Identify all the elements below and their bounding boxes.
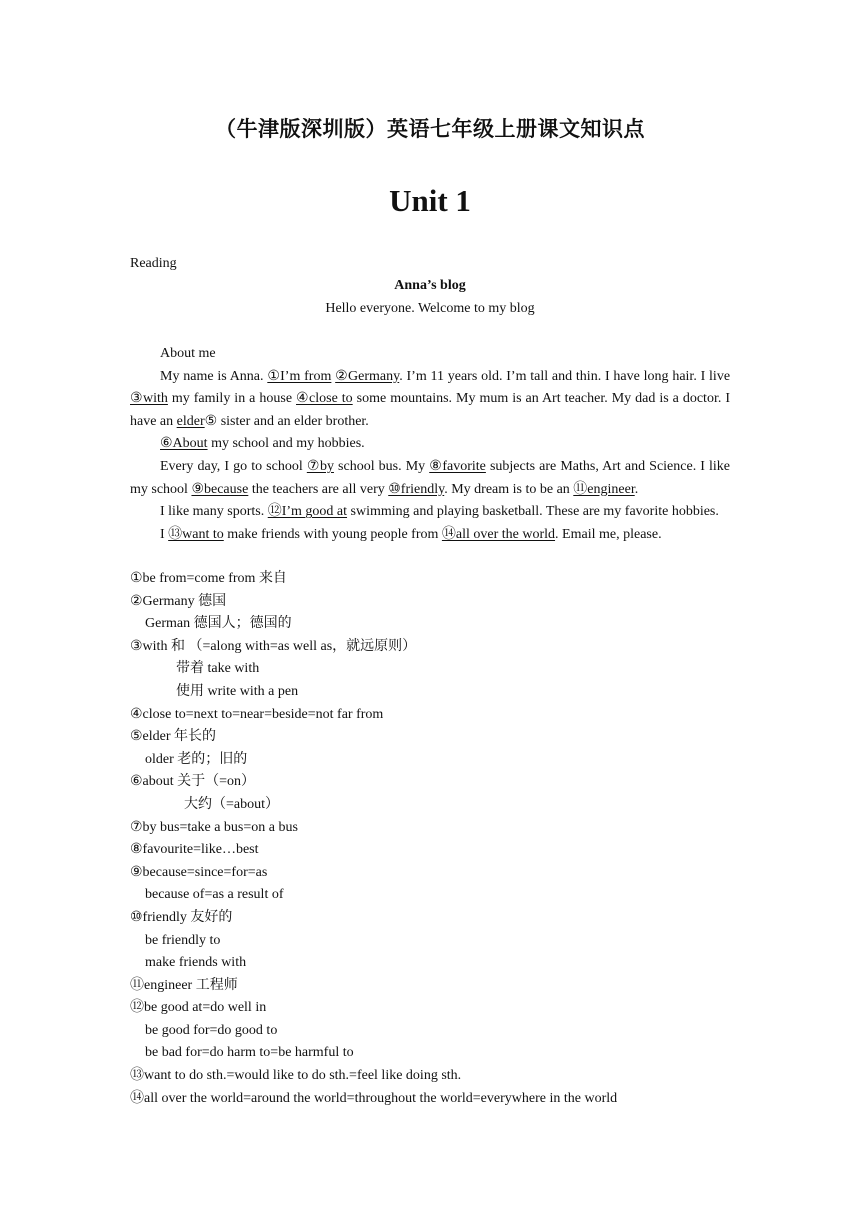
text-run: . I’m 11 years old. I’m tall and thin. I have long hair. I live xyxy=(399,368,731,384)
underlined-phrase: ⑨because xyxy=(191,481,249,497)
text-run: . My dream is to be an xyxy=(444,481,574,497)
note-line: 使用 write with a pen xyxy=(176,683,299,699)
note-line: ⑧favourite=like…best xyxy=(130,842,259,858)
note-line: 大约（=about） xyxy=(184,796,279,812)
underlined-phrase: ③with xyxy=(130,391,168,407)
underlined-phrase: ⑬want to xyxy=(168,526,224,542)
text-run: subjects are Maths, Art and Science. I like my school xyxy=(130,458,730,497)
underlined-phrase: ⑪engineer xyxy=(573,481,635,497)
note-line: ④close to=next to=near=beside=not far from xyxy=(130,706,384,722)
blog-heading: About me xyxy=(160,346,216,361)
paragraph-4 xyxy=(130,501,730,524)
underlined-phrase: ⑭all over the world xyxy=(441,526,556,542)
paragraph-3 xyxy=(130,456,730,501)
text-run: make friends with young people from xyxy=(223,526,442,542)
note-line: ⑨because=since=for=as xyxy=(130,864,268,880)
underlined-phrase: elder xyxy=(176,413,205,429)
note-line: ⑪engineer 工程师 xyxy=(130,977,238,993)
paragraph-5 xyxy=(130,524,730,547)
blog-title: Anna’s blog xyxy=(394,278,466,293)
note-line: be good for=do good to xyxy=(145,1022,278,1038)
note-line: ⑭all over the world=around the world=throughout the world=everywhere in the world xyxy=(130,1090,618,1106)
note-line: ⑩friendly 友好的 xyxy=(130,909,233,925)
text-run: my family in a house xyxy=(167,391,297,407)
underlined-phrase: ⑦by xyxy=(306,458,334,474)
text-run: some mountains. My mum is an Art teacher. My dad is a doctor. I have an xyxy=(130,391,730,429)
note-line: ⑬want to do sth.=would like to do sth.=feel like doing sth. xyxy=(130,1068,462,1084)
underlined-phrase: ⑧favorite xyxy=(429,458,486,474)
note-line: ③with 和 （=along with=as well as，就远原则） xyxy=(130,638,417,654)
note-line: ⑦by bus=take a bus=on a bus xyxy=(130,819,298,835)
text-run: school bus. My xyxy=(333,458,430,474)
underlined-phrase: ⑫I’m good at xyxy=(267,504,348,520)
note-line: 带着 take with xyxy=(176,661,260,677)
text-run: I like many sports. xyxy=(160,504,268,520)
text-run: swimming and playing basketball. These are my favorite hobbies. xyxy=(347,504,719,520)
underlined-phrase: ⑥About xyxy=(160,436,208,452)
note-line: be friendly to xyxy=(145,932,221,948)
blog-subtitle: Hello everyone. Welcome to my blog xyxy=(325,301,535,316)
text-run: . Email me, please. xyxy=(555,526,662,542)
document-title: （牛津版深圳版）英语七年级上册课文知识点 xyxy=(215,117,645,141)
unit-heading: Unit 1 xyxy=(389,183,471,218)
vocabulary-notes xyxy=(130,568,730,1110)
note-line: because of=as a result of xyxy=(145,887,284,903)
note-line: make friends with xyxy=(145,955,247,971)
note-line: be bad for=do harm to=be harmful to xyxy=(145,1045,354,1061)
text-run: Every day, I go to school xyxy=(160,458,307,474)
blog-article xyxy=(130,343,730,546)
text-run: My name is Anna. xyxy=(160,368,268,384)
note-line: ⑫be good at=do well in xyxy=(130,1000,267,1016)
note-line: older 老的；旧的 xyxy=(145,751,248,767)
text-run: I xyxy=(160,526,169,542)
text-run: my school and my hobbies. xyxy=(207,436,365,452)
note-line: ①be from=come from 来自 xyxy=(130,571,287,586)
note-line: ②Germany 德国 xyxy=(130,593,227,609)
note-line: ⑥about 关于（=on） xyxy=(130,774,256,790)
underlined-phrase: ①I’m from xyxy=(267,368,332,384)
text-run: ⑤ sister and an elder brother. xyxy=(204,413,369,429)
underlined-phrase: ⑩friendly xyxy=(388,481,445,497)
text-run: . xyxy=(634,481,639,497)
text-run: the teachers are all very xyxy=(248,481,389,497)
note-line: ⑤elder 年长的 xyxy=(130,729,217,745)
paragraph-2 xyxy=(130,433,730,456)
underlined-phrase: ②Germany xyxy=(335,368,400,384)
paragraph-1 xyxy=(130,366,730,434)
underlined-phrase: ④close to xyxy=(296,391,353,407)
note-line: German 德国人；德国的 xyxy=(145,616,292,632)
section-label: Reading xyxy=(130,256,177,271)
